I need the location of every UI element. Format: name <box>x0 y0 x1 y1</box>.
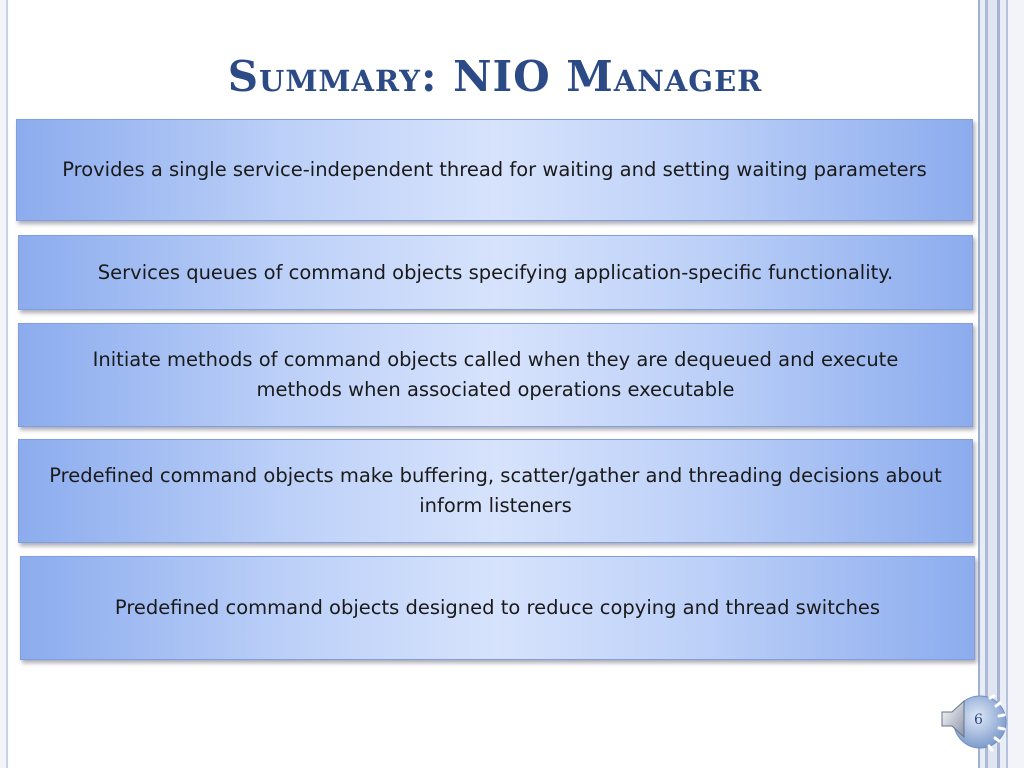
speaker-icon[interactable] <box>938 688 1008 758</box>
slide-title: Summary: NIO Manager <box>227 52 763 101</box>
summary-box-5 <box>20 556 975 660</box>
right-border-decoration <box>976 0 1024 768</box>
summary-box-4 <box>18 439 973 543</box>
left-border-decoration <box>0 0 12 768</box>
summary-box-1 <box>16 119 973 221</box>
summary-text-2: Services queues of command objects specifying application-specific functionality. <box>97 260 894 284</box>
summary-text-5: Predefined command objects designed to reduce copying and thread switches <box>114 596 881 619</box>
summary-text-3: Initiate methods of command objects called when they are dequeued and execute methods when associated operations executable <box>92 348 899 401</box>
summary-box-2 <box>18 235 973 310</box>
summary-text-1: Provides a single service-independent thread for waiting and setting waiting parameters <box>62 158 927 181</box>
page-number: 6 <box>974 712 983 728</box>
summary-text-4: Predefined command objects make buffering, scatter/gather and threading decisions about inform listeners <box>49 464 942 517</box>
summary-box-3 <box>18 323 973 427</box>
